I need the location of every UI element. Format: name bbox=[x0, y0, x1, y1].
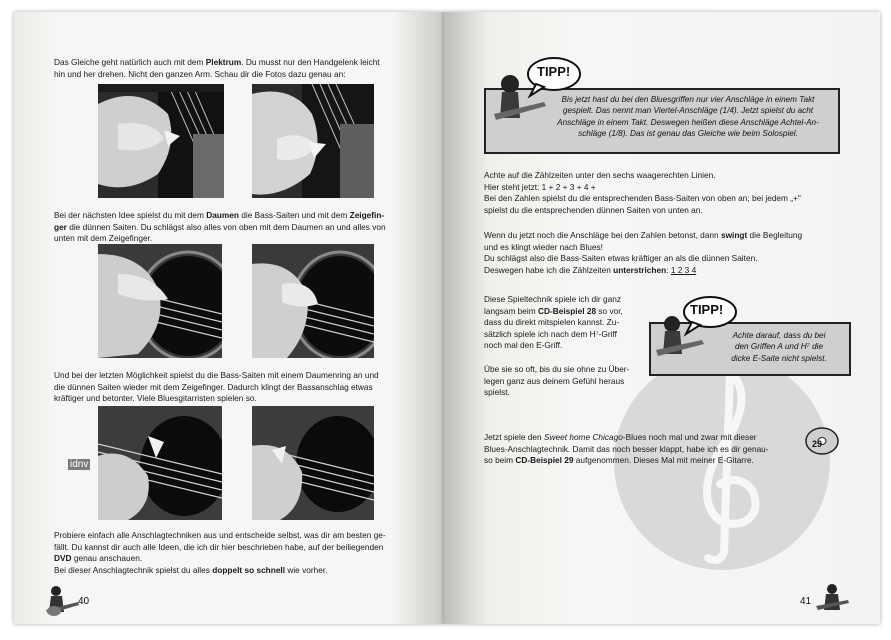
bold-text: CD-Beispiel 28 bbox=[537, 305, 597, 316]
bold-text: doppelt so schnell bbox=[212, 564, 286, 575]
italic-text: Sweet home Chicago bbox=[543, 432, 623, 442]
tip-badge-2: TIPP! bbox=[690, 302, 724, 317]
text: die dünnen Saiten. Du schlägst also alles von oben mit dem Daumen an und alles von bbox=[66, 221, 386, 232]
photo-pick-2 bbox=[252, 84, 374, 198]
tip-line: Anschläge in einem Takt. Deswegen heißen diese Anschläge Achtel-An- bbox=[557, 117, 819, 127]
text: dass du direkt mitspielen kannst. Zu- bbox=[484, 317, 620, 328]
underlined-text: 1 2 3 4 bbox=[670, 264, 697, 275]
guitarist-icon bbox=[42, 584, 82, 620]
tip-badge-1: TIPP! bbox=[537, 64, 571, 79]
page-number-left: 40 bbox=[78, 596, 90, 607]
text: Diese Spieltechnik spiele ich dir ganz bbox=[484, 294, 621, 304]
text: sätzlich spiele ich nach dem H⁷-Griff bbox=[484, 328, 617, 339]
page-number-right: 41 bbox=[800, 596, 812, 607]
bold-text: Plektrum bbox=[205, 57, 242, 67]
cd-number: 29 bbox=[812, 439, 823, 449]
bold-text: CD-Beispiel 29 bbox=[515, 455, 574, 466]
text: langsam beim bbox=[484, 305, 538, 316]
text: Jetzt spiele den bbox=[484, 432, 544, 442]
text: spielst. bbox=[484, 387, 510, 398]
text: Bei der nächsten Idee spielst du mit dem bbox=[54, 210, 207, 220]
text: -Blues noch mal und zwar mit dieser bbox=[622, 432, 757, 442]
bold-text: unterstrichen bbox=[613, 264, 667, 275]
bold-text: DVD bbox=[54, 553, 72, 564]
text: : bbox=[666, 264, 671, 275]
left-para-daumenring bbox=[54, 370, 416, 405]
tip-line: schläge (1/8). Das ist genau das Gleiche wie beim Solospiel. bbox=[578, 128, 798, 138]
tip-line: Achte darauf, dass du bei bbox=[732, 331, 826, 340]
right-page bbox=[444, 12, 880, 624]
photo-ring-2-art bbox=[252, 406, 374, 520]
text: Probiere einfach alle Anschlagtechniken aus und entscheide selbst, was dir am besten ge- bbox=[54, 530, 386, 540]
text: die dünnen Saiten wieder mit dem Zeigefinger. Dadurch klingt der Bassanschlag etwas bbox=[54, 381, 373, 392]
text: Übe sie so oft, bis du sie ohne zu Über- bbox=[484, 364, 630, 374]
bold-text: Daumen bbox=[206, 210, 239, 220]
right-para-spieltechnik bbox=[484, 294, 664, 352]
text: und es klingt wieder nach Blues! bbox=[484, 241, 603, 252]
text: aufgenommen. Dieses Mal mit meiner E-Gitarre. bbox=[573, 455, 754, 466]
text: Hier steht jetzt: 1 + 2 + 3 + 4 + bbox=[484, 181, 596, 192]
left-para-plektrum bbox=[54, 57, 414, 80]
right-para-zaehlzeiten bbox=[484, 170, 854, 216]
text: legen ganz aus deinem Gefühl heraus bbox=[484, 375, 625, 386]
tip-line: Bis jetzt hast du bei den Bluesgriffen nur vier Anschläge in einem Takt bbox=[561, 95, 815, 104]
text: die Begleitung bbox=[747, 230, 803, 240]
bold-text: Zeigefin- bbox=[349, 210, 385, 220]
tip-line: gespielt. Das nennt man Viertel-Anschläge (1/4). Jetzt spielst du acht bbox=[562, 106, 814, 116]
text: genau anschauen. bbox=[71, 553, 143, 564]
photo-pick-1 bbox=[98, 84, 224, 198]
guitarist-icon bbox=[814, 582, 850, 618]
tip-line: den Griffen A und H⁷ die bbox=[734, 342, 824, 352]
text: Wenn du jetzt noch die Anschläge bei den Zahlen betonst, dann bbox=[484, 230, 721, 240]
left-para-probiere bbox=[54, 530, 420, 576]
text: Das Gleiche geht natürlich auch mit dem bbox=[54, 57, 206, 67]
text: Deswegen habe ich die Zählzeiten bbox=[484, 264, 614, 275]
text: wie vorher. bbox=[285, 564, 328, 575]
text: hin und her drehen. Nicht den ganzen Arm. Schau dir die Fotos dazu genau an: bbox=[54, 68, 346, 79]
text: Blues-Anschlagtechnik. Damit das noch besser klappt, habe ich es dir genau- bbox=[484, 443, 769, 454]
text: so vor, bbox=[596, 305, 623, 316]
photo-thumb-1 bbox=[98, 244, 222, 358]
text: Bei den Zahlen spielst du die entsprechenden Bass-Saiten von oben an; bei jedem „+" bbox=[484, 193, 801, 204]
right-para-sweet-home bbox=[484, 432, 796, 467]
text: unten mit dem Zeigefinger. bbox=[54, 233, 153, 244]
text: spielst du die entsprechenden dünnen Saiten von unten an. bbox=[484, 204, 703, 215]
photo-ring-1-art bbox=[98, 406, 222, 520]
photo-pick-2-art bbox=[252, 84, 374, 198]
watermark-label: idnv bbox=[70, 459, 89, 470]
bold-text: swingt bbox=[720, 230, 748, 240]
text: kräftiger und betonter. Viele Bluesgitarristen spielen so. bbox=[54, 393, 257, 404]
text: fällt. Du kannst dir auch alle Ideen, die ich dir hier beschrieben habe, auf der beiliegenden bbox=[54, 541, 384, 552]
right-para-swing bbox=[484, 230, 854, 276]
bold-text: ger bbox=[54, 221, 67, 232]
tip-text-2 bbox=[712, 330, 846, 364]
text: Achte auf die Zählzeiten unter den sechs waagerechten Linien. bbox=[484, 170, 716, 180]
photo-thumb-2 bbox=[252, 244, 374, 358]
text: so beim bbox=[484, 455, 516, 466]
photo-ring-2 bbox=[252, 406, 374, 520]
text: . Du musst nur den Handgelenk leicht bbox=[241, 57, 380, 67]
text: Bei dieser Anschlagtechnik spielst du alles bbox=[54, 564, 213, 575]
tip-line: dicke E-Saite nicht spielst. bbox=[731, 353, 827, 363]
left-para-daumen bbox=[54, 210, 414, 245]
left-page bbox=[14, 12, 444, 624]
right-para-uebe bbox=[484, 364, 664, 399]
text: Und bei der letzten Möglichkeit spielst du die Bass-Saiten mit einem Daumenring an und bbox=[54, 370, 379, 380]
text: noch mal den E-Griff. bbox=[484, 340, 563, 351]
photo-pick-1-art bbox=[98, 84, 224, 198]
photo-ring-1 bbox=[98, 406, 222, 520]
text: Du schlägst also die Bass-Saiten etwas kräftiger an als die dünnen Saiten. bbox=[484, 253, 758, 264]
text: die Bass-Saiten und mit dem bbox=[238, 210, 350, 220]
tip-text-1 bbox=[544, 94, 832, 139]
photo-thumb-2-art bbox=[252, 244, 374, 358]
photo-thumb-1-art bbox=[98, 244, 222, 358]
